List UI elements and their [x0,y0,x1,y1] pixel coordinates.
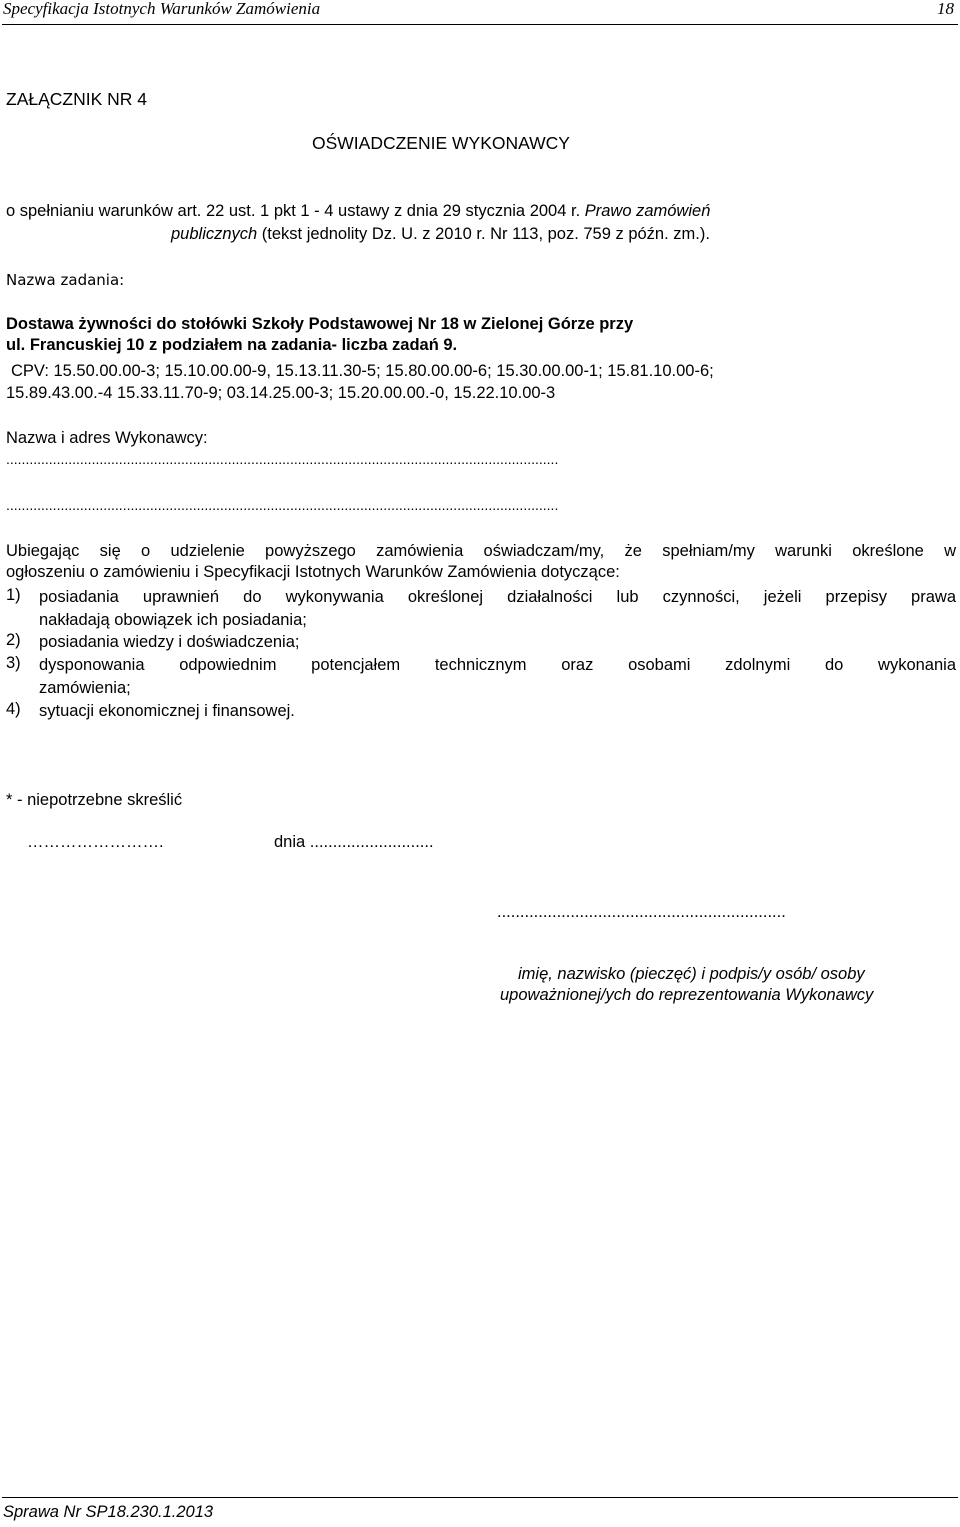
declaration-line-2: ogłoszeniu o zamówieniu i Specyfikacji Istotnych Warunków Zamówienia dotyczące: [6,563,620,581]
list-item-text: posiadania wiedzy i doświadczenia; [39,633,300,651]
declaration-text-1: Ubiegając się o udzielenie powyższego zamówienia oświadczam/my, że spełniam/my warunki określone w [6,542,956,560]
task-name-line-1: Dostawa żywności do stołówki Szkoły Podstawowej Nr 18 w Zielonej Górze przy [6,315,634,333]
signature-dots: ............................................................... [497,903,786,921]
footer-rule [2,1497,958,1498]
list-item-number: 4) [6,700,21,718]
declaration-line-1 [6,540,956,563]
signature-caption-line-2: upoważnionej/ych do reprezentowania Wykonawcy [500,986,874,1004]
list-item-text-continued: zamówienia; [39,679,131,697]
list-item-number: 3) [6,654,21,672]
task-label: Nazwa zadania: [6,271,125,289]
legal-basis-regular-2: (tekst jednolity Dz. U. z 2010 r. Nr 113, poz. 759 z późn. zm.). [257,225,710,243]
statement-title: OŚWIADCZENIE WYKONAWCY [312,133,570,153]
place-dots: ……………………. [27,833,164,851]
list-item-text: sytuacji ekonomicznej i finansowej. [39,702,295,720]
task-name-line-2: ul. Francuskiej 10 z podziałem na zadania- liczba zadań 9. [6,336,458,354]
footer-case-number: Sprawa Nr SP18.230.1.2013 [3,1503,214,1521]
contractor-label: Nazwa i adres Wykonawcy: [6,429,208,447]
legal-basis-italic-1: Prawo zamówień [584,202,711,220]
contractor-dots-2: .............................................................................................................................................. [6,497,559,513]
legal-basis-regular-1: o spełnianiu warunków art. 22 ust. 1 pkt 1 - 4 ustawy z dnia 29 stycznia 2004 r. [6,202,585,220]
list-item-text: posiadania uprawnień do wykonywania określonej działalności lub czynności, jeżeli przepisy prawa [39,588,956,606]
legal-basis-italic-2: publicznych [171,225,258,243]
list-item-text: dysponowania odpowiednim potencjałem technicznym oraz osobami zdolnymi do wykonania [39,656,956,674]
legal-basis-line-2 [171,225,710,244]
list-item-number: 2) [6,631,21,649]
cpv-line-2: 15.89.43.00.-4 15.33.11.70-9; 03.14.25.00-3; 15.20.00.00.-0, 15.22.10.00-3 [6,384,556,402]
date-label: dnia ........................... [274,833,434,851]
legal-basis-line-1 [6,202,710,221]
header-title: Specyfikacja Istotnych Warunków Zamówienia [3,0,321,18]
contractor-dots-1: .............................................................................................................................................. [6,451,559,467]
cpv-line-1: CPV: 15.50.00.00-3; 15.10.00.00-9, 15.13.11.30-5; 15.80.00.00-6; 15.30.00.00-1; 15.81.10.00-6; [11,362,714,380]
list-item-number: 1) [6,586,21,604]
footnote: * - niepotrzebne skreślić [6,791,183,809]
attachment-title: ZAŁĄCZNIK NR 4 [6,89,147,109]
signature-caption-line-1: imię, nazwisko (pieczęć) i podpis/y osób/ osoby [518,965,865,983]
header-rule [2,24,958,25]
header-page-number: 18 [937,0,954,18]
list-item-text-continued: nakładają obowiązek ich posiadania; [39,611,307,629]
